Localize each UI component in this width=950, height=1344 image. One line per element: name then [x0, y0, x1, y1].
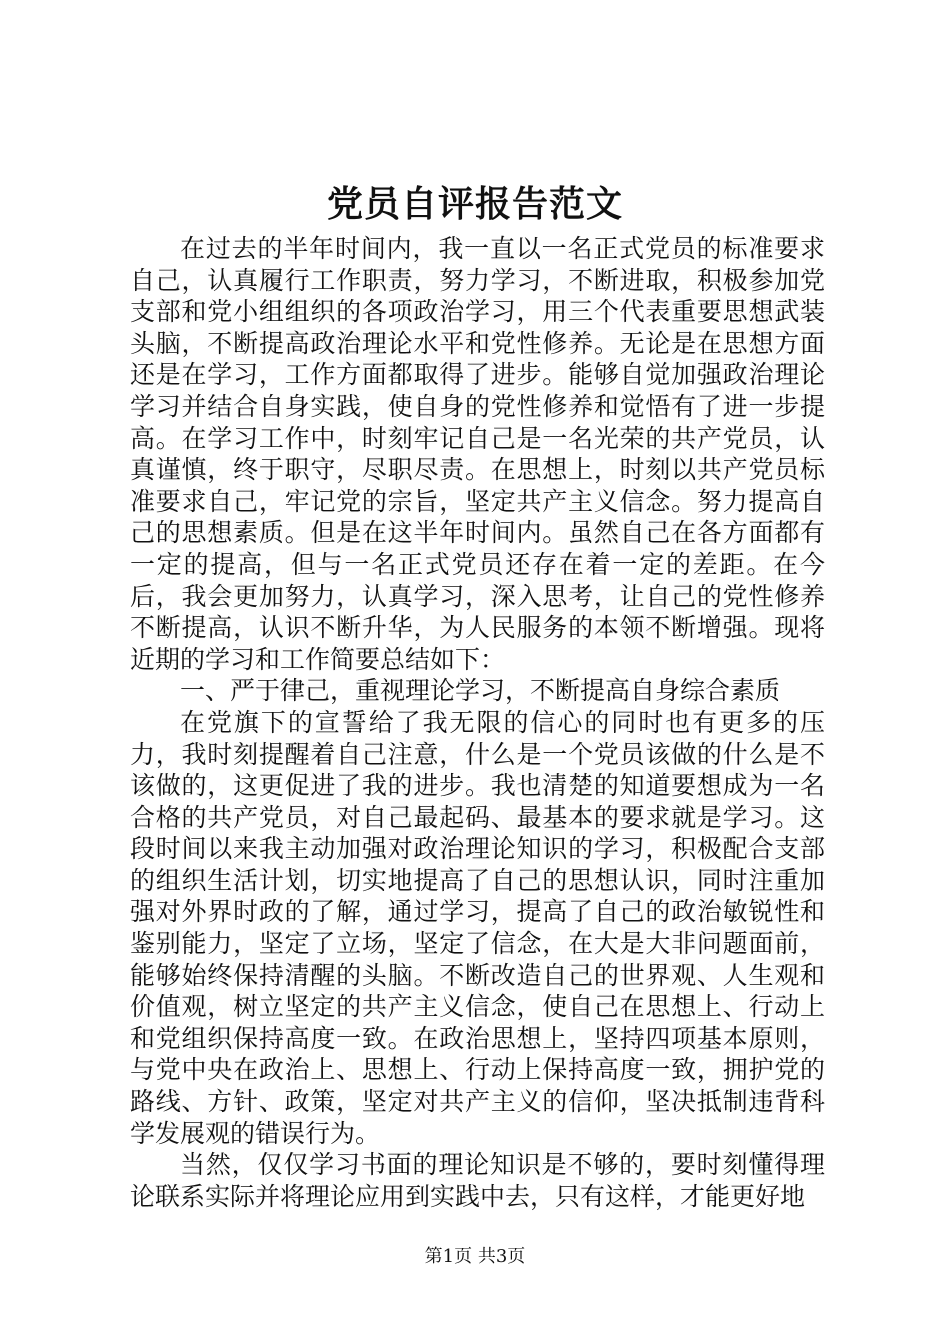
- document-title: 党员自评报告范文: [326, 183, 623, 225]
- document-body: [130, 233, 825, 1212]
- section-heading-1: 一、严于律己，重视理论学习，不断提高自身综合素质: [180, 676, 781, 706]
- paragraph-continuation: 当然，仅仅学习书面的理论知识是不够的，要时刻懂得理论联系实际并将理论应用到实践中去，只有这样，才能更好地: [130, 1150, 825, 1211]
- page-footer: 第1页 共3页: [424, 1246, 526, 1267]
- paragraph-intro: 在过去的半年时间内，我一直以一名正式党员的标准要求自己，认真履行工作职责，努力学习，不断进取，积极参加党支部和党小组组织的各项政治学习，用三个代表重要思想武装头脑，不断提高政治理论水平和党性修养。无论是在思想方面还是在学习，工作方面都取得了进步。能够自觉加强政治理论学习并结合自身实践，使自身的党性修养和觉悟有了进一步提高。在学习工作中，时刻牢记自己是一名光荣的共产党员，认真谨慎，终于职守，尽职尽责。在思想上，时刻以共产党员标准要求自己，牢记党的宗旨，坚定共产主义信念。努力提高自己的思想素质。但是在这半年时间内。虽然自己在各方面都有一定的提高，但与一名正式党员还存在着一定的差距。在今后，我会更加努力，认真学习，深入思考，让自己的党性修养不断提高，认识不断升华，为人民服务的本领不断增强。现将近期的学习和工作简要总结如下：: [130, 234, 825, 674]
- paragraph-section-1: 在党旗下的宣誓给了我无限的信心的同时也有更多的压力，我时刻提醒着自己注意，什么是一个党员该做的什么是不该做的，这更促进了我的进步。我也清楚的知道要想成为一名合格的共产党员，对自己最起码、最基本的要求就是学习。这段时间以来我主动加强对政治理论知识的学习，积极配合支部的组织生活计划，切实地提高了自己的思想认识，同时注重加强对外界时政的了解，通过学习，提高了自己的政治敏锐性和鉴别能力，坚定了立场，坚定了信念，在大是大非问题面前，能够始终保持清醒的头脑。不断改造自己的世界观、人生观和价值观，树立坚定的共产主义信念，使自己在思想上、行动上和党组织保持高度一致。在政治思想上，坚持四项基本原则，与党中央在政治上、思想上、行动上保持高度一致，拥护党的路线、方针、政策，坚定对共产主义的信仰，坚决抵制违背科学发展观的错误行为。: [130, 707, 825, 1148]
